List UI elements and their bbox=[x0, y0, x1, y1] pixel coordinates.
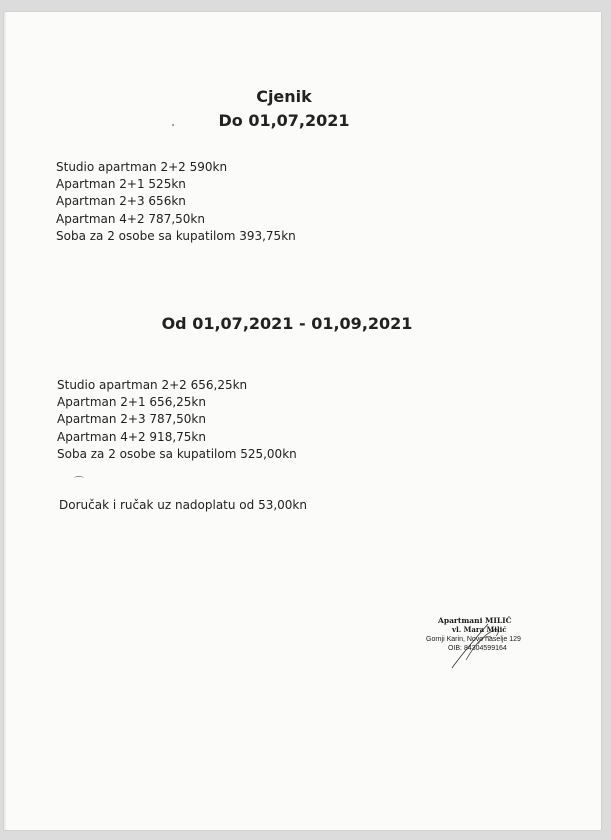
period-2-price-list bbox=[57, 377, 297, 463]
list-item: Apartman 4+2 787,50kn bbox=[56, 211, 205, 226]
stamp-address: Gornji Karin, Novo naselje 129 bbox=[426, 636, 521, 643]
list-item: Soba za 2 osobe sa kupatilom 393,75kn bbox=[56, 228, 296, 243]
period-2-heading: Od 01,07,2021 - 01,09,2021 bbox=[161, 314, 413, 333]
list-item: Apartman 2+3 787,50kn bbox=[57, 412, 206, 427]
list-item: Apartman 4+2 918,75kn bbox=[57, 429, 206, 444]
meal-surcharge-note: Doručak i ručak uz nadoplatu od 53,00kn bbox=[59, 498, 307, 512]
business-stamp bbox=[422, 616, 542, 676]
stamp-oib: OIB: 84304599164 bbox=[448, 645, 507, 652]
period-1-price-list bbox=[56, 159, 296, 245]
list-item: Studio apartman 2+2 590kn bbox=[56, 160, 228, 174]
stamp-owner: vl. Mara Milić bbox=[452, 625, 507, 634]
list-item: Apartman 2+1 656,25kn bbox=[57, 395, 206, 410]
list-item: Apartman 2+3 656kn bbox=[56, 194, 186, 209]
period-1-heading: Do 01,07,2021 bbox=[218, 111, 350, 130]
list-item: Apartman 2+1 525kn bbox=[56, 177, 186, 192]
pen-mark-icon: ⌒ bbox=[74, 477, 84, 488]
stamp-business-name: Apartmani MILIĆ bbox=[438, 616, 512, 625]
list-item: Soba za 2 osobe sa kupatilom 525,00kn bbox=[57, 446, 297, 461]
list-item: Studio apartman 2+2 656,25kn bbox=[57, 378, 248, 392]
document-page bbox=[4, 12, 601, 830]
page-title: Cjenik bbox=[256, 87, 312, 106]
